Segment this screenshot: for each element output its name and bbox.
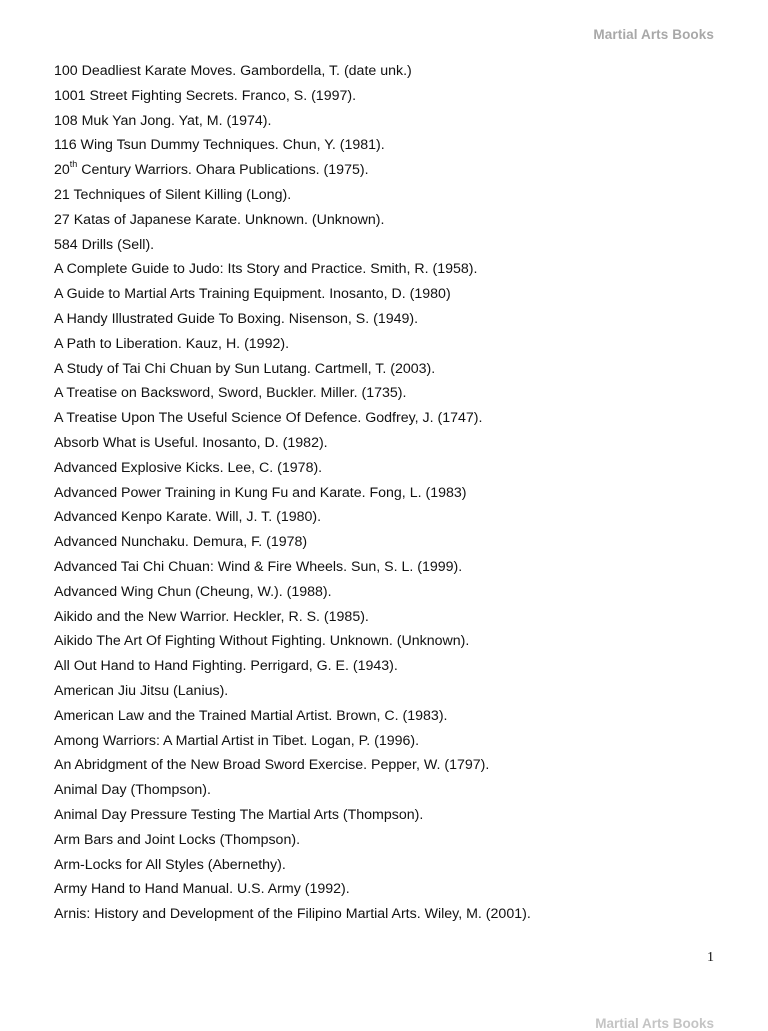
list-item <box>54 877 531 902</box>
entry-text: American Law and the Trained Martial Artist. Brown, C. (1983). <box>54 707 448 724</box>
list-item <box>54 679 531 704</box>
entry-text: Among Warriors: A Martial Artist in Tibet. Logan, P. (1996). <box>54 732 420 749</box>
list-item <box>54 357 531 382</box>
next-page-running-header: Martial Arts Books <box>595 1016 714 1031</box>
list-item <box>54 753 531 778</box>
list-item <box>54 828 531 853</box>
entry-text: Century Warriors. Ohara Publications. (1975). <box>77 162 369 179</box>
entry-text: Army Hand to Hand Manual. U.S. Army (1992). <box>54 881 350 898</box>
entry-text: 584 Drills (Sell). <box>54 236 155 253</box>
list-item <box>54 84 531 109</box>
entry-text: Animal Day Pressure Testing The Martial Arts (Thompson). <box>54 806 424 823</box>
entry-text: Advanced Tai Chi Chuan: Wind & Fire Wheels. Sun, S. L. (1999). <box>54 558 463 575</box>
entry-text: Advanced Nunchaku. Demura, F. (1978) <box>54 534 308 551</box>
list-item <box>54 605 531 630</box>
entry-text: A Treatise Upon The Useful Science Of Defence. Godfrey, J. (1747). <box>54 410 483 427</box>
list-item <box>54 729 531 754</box>
list-item <box>54 59 531 84</box>
list-item <box>54 629 531 654</box>
entry-text: 100 Deadliest Karate Moves. Gambordella, T. (date unk.) <box>54 63 412 79</box>
entry-text: All Out Hand to Hand Fighting. Perrigard, G. E. (1943). <box>54 658 398 675</box>
list-item <box>54 431 531 456</box>
list-item <box>54 505 531 530</box>
list-item <box>54 555 531 580</box>
list-item <box>54 803 531 828</box>
entry-text: 21 Techniques of Silent Killing (Long). <box>54 186 292 203</box>
entry-text: An Abridgment of the New Broad Sword Exercise. Pepper, W. (1797). <box>54 757 490 774</box>
entry-text: Animal Day (Thompson). <box>54 782 211 799</box>
list-item <box>54 282 531 307</box>
list-item <box>54 853 531 878</box>
entry-text: Aikido and the New Warrior. Heckler, R. S. (1985). <box>54 608 369 625</box>
list-item <box>54 208 531 233</box>
list-item <box>54 183 531 208</box>
entry-text: Absorb What is Useful. Inosanto, D. (1982). <box>54 434 328 451</box>
list-item <box>54 406 531 431</box>
entry-text: A Handy Illustrated Guide To Boxing. Nisenson, S. (1949). <box>54 310 419 327</box>
list-item <box>54 580 531 605</box>
entry-text: A Complete Guide to Judo: Its Story and Practice. Smith, R. (1958). <box>54 261 478 278</box>
list-item <box>54 109 531 134</box>
entry-text: 27 Katas of Japanese Karate. Unknown. (Unknown). <box>54 211 385 228</box>
ordinal-suffix: th <box>69 159 78 170</box>
list-item <box>54 133 531 158</box>
list-item <box>54 481 531 506</box>
entry-text: Advanced Kenpo Karate. Will, J. T. (1980). <box>54 509 322 526</box>
list-item <box>54 778 531 803</box>
entry-text: American Jiu Jitsu (Lanius). <box>54 682 229 699</box>
list-item <box>54 332 531 357</box>
entry-text: Arnis: History and Development of the Filipino Martial Arts. Wiley, M. (2001). <box>54 906 531 923</box>
entry-text: Advanced Power Training in Kung Fu and Karate. Fong, L. (1983) <box>54 484 467 501</box>
entry-text: A Guide to Martial Arts Training Equipment. Inosanto, D. (1980) <box>54 286 451 303</box>
book-list <box>54 59 531 927</box>
entry-text: A Study of Tai Chi Chuan by Sun Lutang. Cartmell, T. (2003). <box>54 360 436 377</box>
entry-text: Arm-Locks for All Styles (Abernethy). <box>54 856 286 873</box>
list-item <box>54 307 531 332</box>
list-item <box>54 257 531 282</box>
entry-text: 108 Muk Yan Jong. Yat, M. (1974). <box>54 112 272 129</box>
entry-text: A Path to Liberation. Kauz, H. (1992). <box>54 335 290 352</box>
entry-text: Advanced Explosive Kicks. Lee, C. (1978). <box>54 459 323 476</box>
list-item <box>54 530 531 555</box>
running-header: Martial Arts Books <box>593 27 714 42</box>
list-item <box>54 456 531 481</box>
list-item <box>54 381 531 406</box>
list-item <box>54 233 531 258</box>
entry-text: 1001 Street Fighting Secrets. Franco, S. (1997). <box>54 87 357 104</box>
list-item <box>54 158 531 183</box>
entry-text: A Treatise on Backsword, Sword, Buckler. Miller. (1735). <box>54 385 407 402</box>
entry-prefix: 20 <box>54 162 70 179</box>
entry-text: Aikido The Art Of Fighting Without Fighting. Unknown. (Unknown). <box>54 633 470 650</box>
entry-text: Arm Bars and Joint Locks (Thompson). <box>54 831 301 848</box>
entry-text: 116 Wing Tsun Dummy Techniques. Chun, Y. (1981). <box>54 137 385 154</box>
list-item <box>54 654 531 679</box>
entry-text: Advanced Wing Chun (Cheung, W.). (1988). <box>54 583 332 600</box>
page-number: 1 <box>707 950 714 965</box>
list-item <box>54 902 531 927</box>
list-item <box>54 704 531 729</box>
